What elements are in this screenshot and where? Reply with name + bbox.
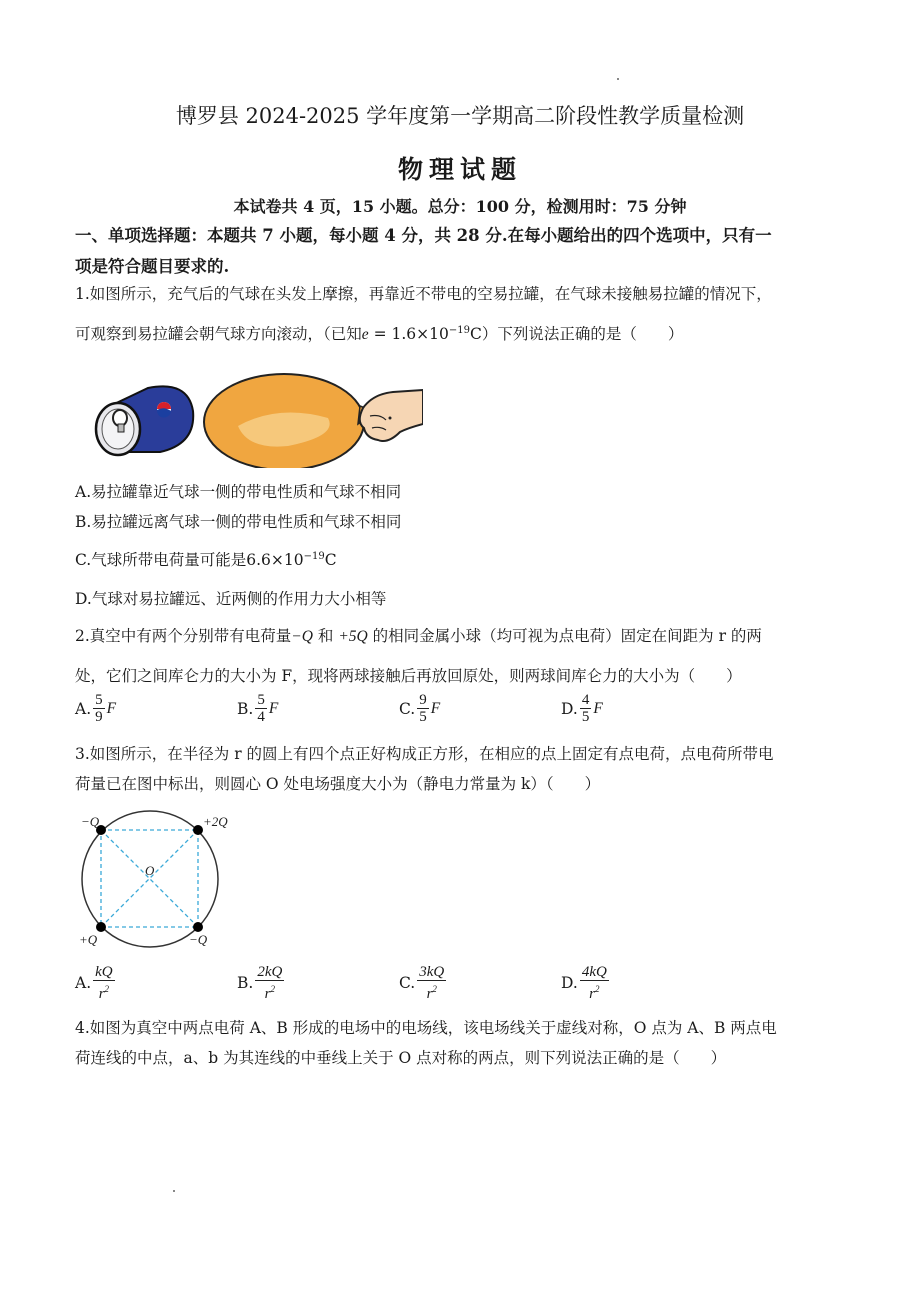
- option-label: C.: [75, 551, 92, 569]
- q2-stem-text: 2.真空中有两个分别带有电荷量: [75, 627, 292, 645]
- hand-icon: [360, 390, 423, 441]
- option-label: D.: [75, 590, 92, 608]
- fraction: [255, 692, 267, 725]
- denominator: [589, 981, 599, 1002]
- numerator: 9: [419, 692, 427, 708]
- numerator: 4kQ: [581, 964, 607, 980]
- den-base: r: [589, 986, 595, 1002]
- q3-stem-line1: 3.如图所示，在半径为 r 的圆上有四个点正好构成正方形，在相应的点上固定有点电荷，点电荷所带电: [75, 745, 774, 763]
- q3-option-c[interactable]: [399, 964, 448, 1002]
- option-label: B.: [75, 513, 92, 531]
- scan-mark: [617, 78, 619, 80]
- q1-value: = 1.6×10: [368, 325, 449, 343]
- den-exp: 2: [432, 984, 437, 994]
- option-unit: C: [324, 551, 337, 569]
- q1-exponent: −19: [448, 324, 470, 336]
- option-var: F: [268, 699, 279, 717]
- option-exponent: −19: [303, 550, 325, 562]
- q4-stem-line2: 荷连线的中点，a、b 为其连线的中垂线上关于 O 点对称的两点，则下列说法正确的是（ ）: [75, 1049, 727, 1067]
- section-heading-line1: 一、单项选择题：本题共 7 小题，每小题 4 分，共 28 分.在每小题给出的四个选项中，只有一: [75, 226, 772, 245]
- option-var: F: [593, 699, 603, 717]
- label-bottom-right: −Q: [189, 932, 208, 947]
- option-label: B.: [237, 699, 254, 718]
- section-heading-line2: 项是符合题目要求的.: [75, 257, 230, 276]
- option-label: C.: [399, 699, 416, 718]
- subject-title: 物理试题: [397, 155, 522, 184]
- q1-option-a[interactable]: [75, 480, 855, 502]
- label-bottom-left: +Q: [79, 932, 98, 947]
- numerator: 5: [95, 692, 103, 708]
- q3-figure-circle-charges: [75, 808, 235, 950]
- q2-charge1: −Q: [291, 628, 313, 645]
- numerator: 2kQ: [257, 964, 283, 980]
- fraction: [93, 964, 115, 1002]
- fraction: [93, 692, 105, 725]
- numerator: 4: [581, 692, 590, 708]
- balloon-icon: [204, 374, 370, 468]
- q2-option-c[interactable]: [399, 692, 440, 725]
- fraction: [580, 692, 592, 725]
- den-base: r: [98, 986, 105, 1002]
- q1-figure-balloon-can: [88, 366, 423, 468]
- q1-unit: C: [469, 325, 482, 343]
- option-label: A.: [75, 699, 92, 718]
- section-heading: [75, 220, 845, 282]
- balloon-can-illustration: [88, 366, 423, 468]
- fraction: [417, 692, 429, 725]
- option-label: D.: [561, 974, 578, 992]
- den-base: r: [426, 986, 433, 1002]
- numerator: 3kQ: [419, 964, 445, 980]
- denominator: [427, 981, 437, 1002]
- option-var: F: [106, 699, 117, 717]
- q2-option-a[interactable]: [75, 692, 116, 725]
- option-text: 易拉罐远离气球一侧的带电性质和气球不相同: [91, 513, 402, 531]
- q3-option-b[interactable]: [237, 964, 286, 1002]
- exam-info: 本试卷共 4 页，15 小题。总分：100 分，检测用时：75 分钟: [233, 197, 687, 216]
- q3-option-d[interactable]: [561, 964, 611, 1002]
- exam-title: 博罗县 2024-2025 学年度第一学期高二阶段性教学质量检测: [175, 104, 745, 128]
- q1-var-e: e: [361, 326, 369, 343]
- option-var: F: [430, 699, 441, 717]
- denominator: 5: [581, 709, 590, 725]
- fraction: [417, 964, 446, 1002]
- q2-option-d[interactable]: [561, 692, 603, 725]
- den-exp: 2: [594, 984, 600, 994]
- option-label: A.: [75, 974, 92, 992]
- q1-stem-text: 可观察到易拉罐会朝气球方向滚动，（已知: [75, 325, 362, 343]
- option-text: 气球所带电荷量可能是: [91, 551, 247, 569]
- q1-option-c[interactable]: [75, 548, 855, 570]
- q1-stem-line2: [75, 322, 855, 344]
- q4-stem-line1: 4.如图为真空中两点电荷 A、B 形成的电场中的电场线，该电场线关于虚线对称，O 点为 A、B 两点电: [75, 1019, 777, 1037]
- circle-square-diagram: [75, 808, 235, 950]
- denominator: 5: [419, 709, 427, 725]
- option-label: C.: [399, 974, 416, 992]
- label-top-right: +2Q: [203, 814, 228, 829]
- scan-mark: [173, 1190, 175, 1192]
- denominator: [265, 981, 275, 1002]
- option-label: B.: [237, 974, 254, 992]
- denominator: [99, 981, 109, 1002]
- q2-and: 和: [312, 627, 339, 645]
- q2-option-b[interactable]: [237, 692, 278, 725]
- q2-stem-line2: 处，它们之间库仑力的大小为 F，现将两球接触后再放回原处，则两球间库仑力的大小为（ ）: [75, 667, 742, 685]
- den-exp: 2: [270, 984, 275, 994]
- den-exp: 2: [104, 984, 110, 994]
- label-top-left: −Q: [81, 814, 100, 829]
- q1-option-d[interactable]: [75, 587, 855, 609]
- fraction: [580, 964, 609, 1002]
- q2-stem-line1: [75, 624, 855, 646]
- fraction: [255, 964, 284, 1002]
- numerator: kQ: [95, 964, 113, 980]
- q3-option-a[interactable]: [75, 964, 117, 1002]
- option-text: 易拉罐靠近气球一侧的带电性质和气球不相同: [91, 483, 402, 501]
- option-text: 气球对易拉罐远、近两侧的作用力大小相等: [91, 590, 387, 608]
- denominator: 9: [95, 709, 103, 725]
- denominator: 4: [257, 709, 265, 725]
- q1-option-b[interactable]: [75, 510, 855, 532]
- q3-stem-line2: 荷量已在图中标出，则圆心 O 处电场强度大小为（静电力常量为 k）（ ）: [75, 775, 601, 793]
- label-center: O: [145, 863, 155, 878]
- q2-stem-tail: 的相同金属小球（均可视为点电荷）固定在间距为 r 的两: [367, 627, 762, 645]
- option-label: A.: [75, 483, 92, 501]
- q1-stem-line1: 1.如图所示，充气后的气球在头发上摩擦，再靠近不带电的空易拉罐，在气球未接触易拉罐的情况下，: [75, 285, 772, 303]
- den-base: r: [264, 986, 271, 1002]
- q1-stem-tail: ）下列说法正确的是（ ）: [481, 325, 684, 343]
- numerator: 5: [257, 692, 265, 708]
- option-label: D.: [561, 699, 578, 718]
- q2-charge2: +5Q: [338, 628, 368, 645]
- option-value: 6.6×10: [246, 551, 304, 569]
- can-icon: [96, 386, 193, 455]
